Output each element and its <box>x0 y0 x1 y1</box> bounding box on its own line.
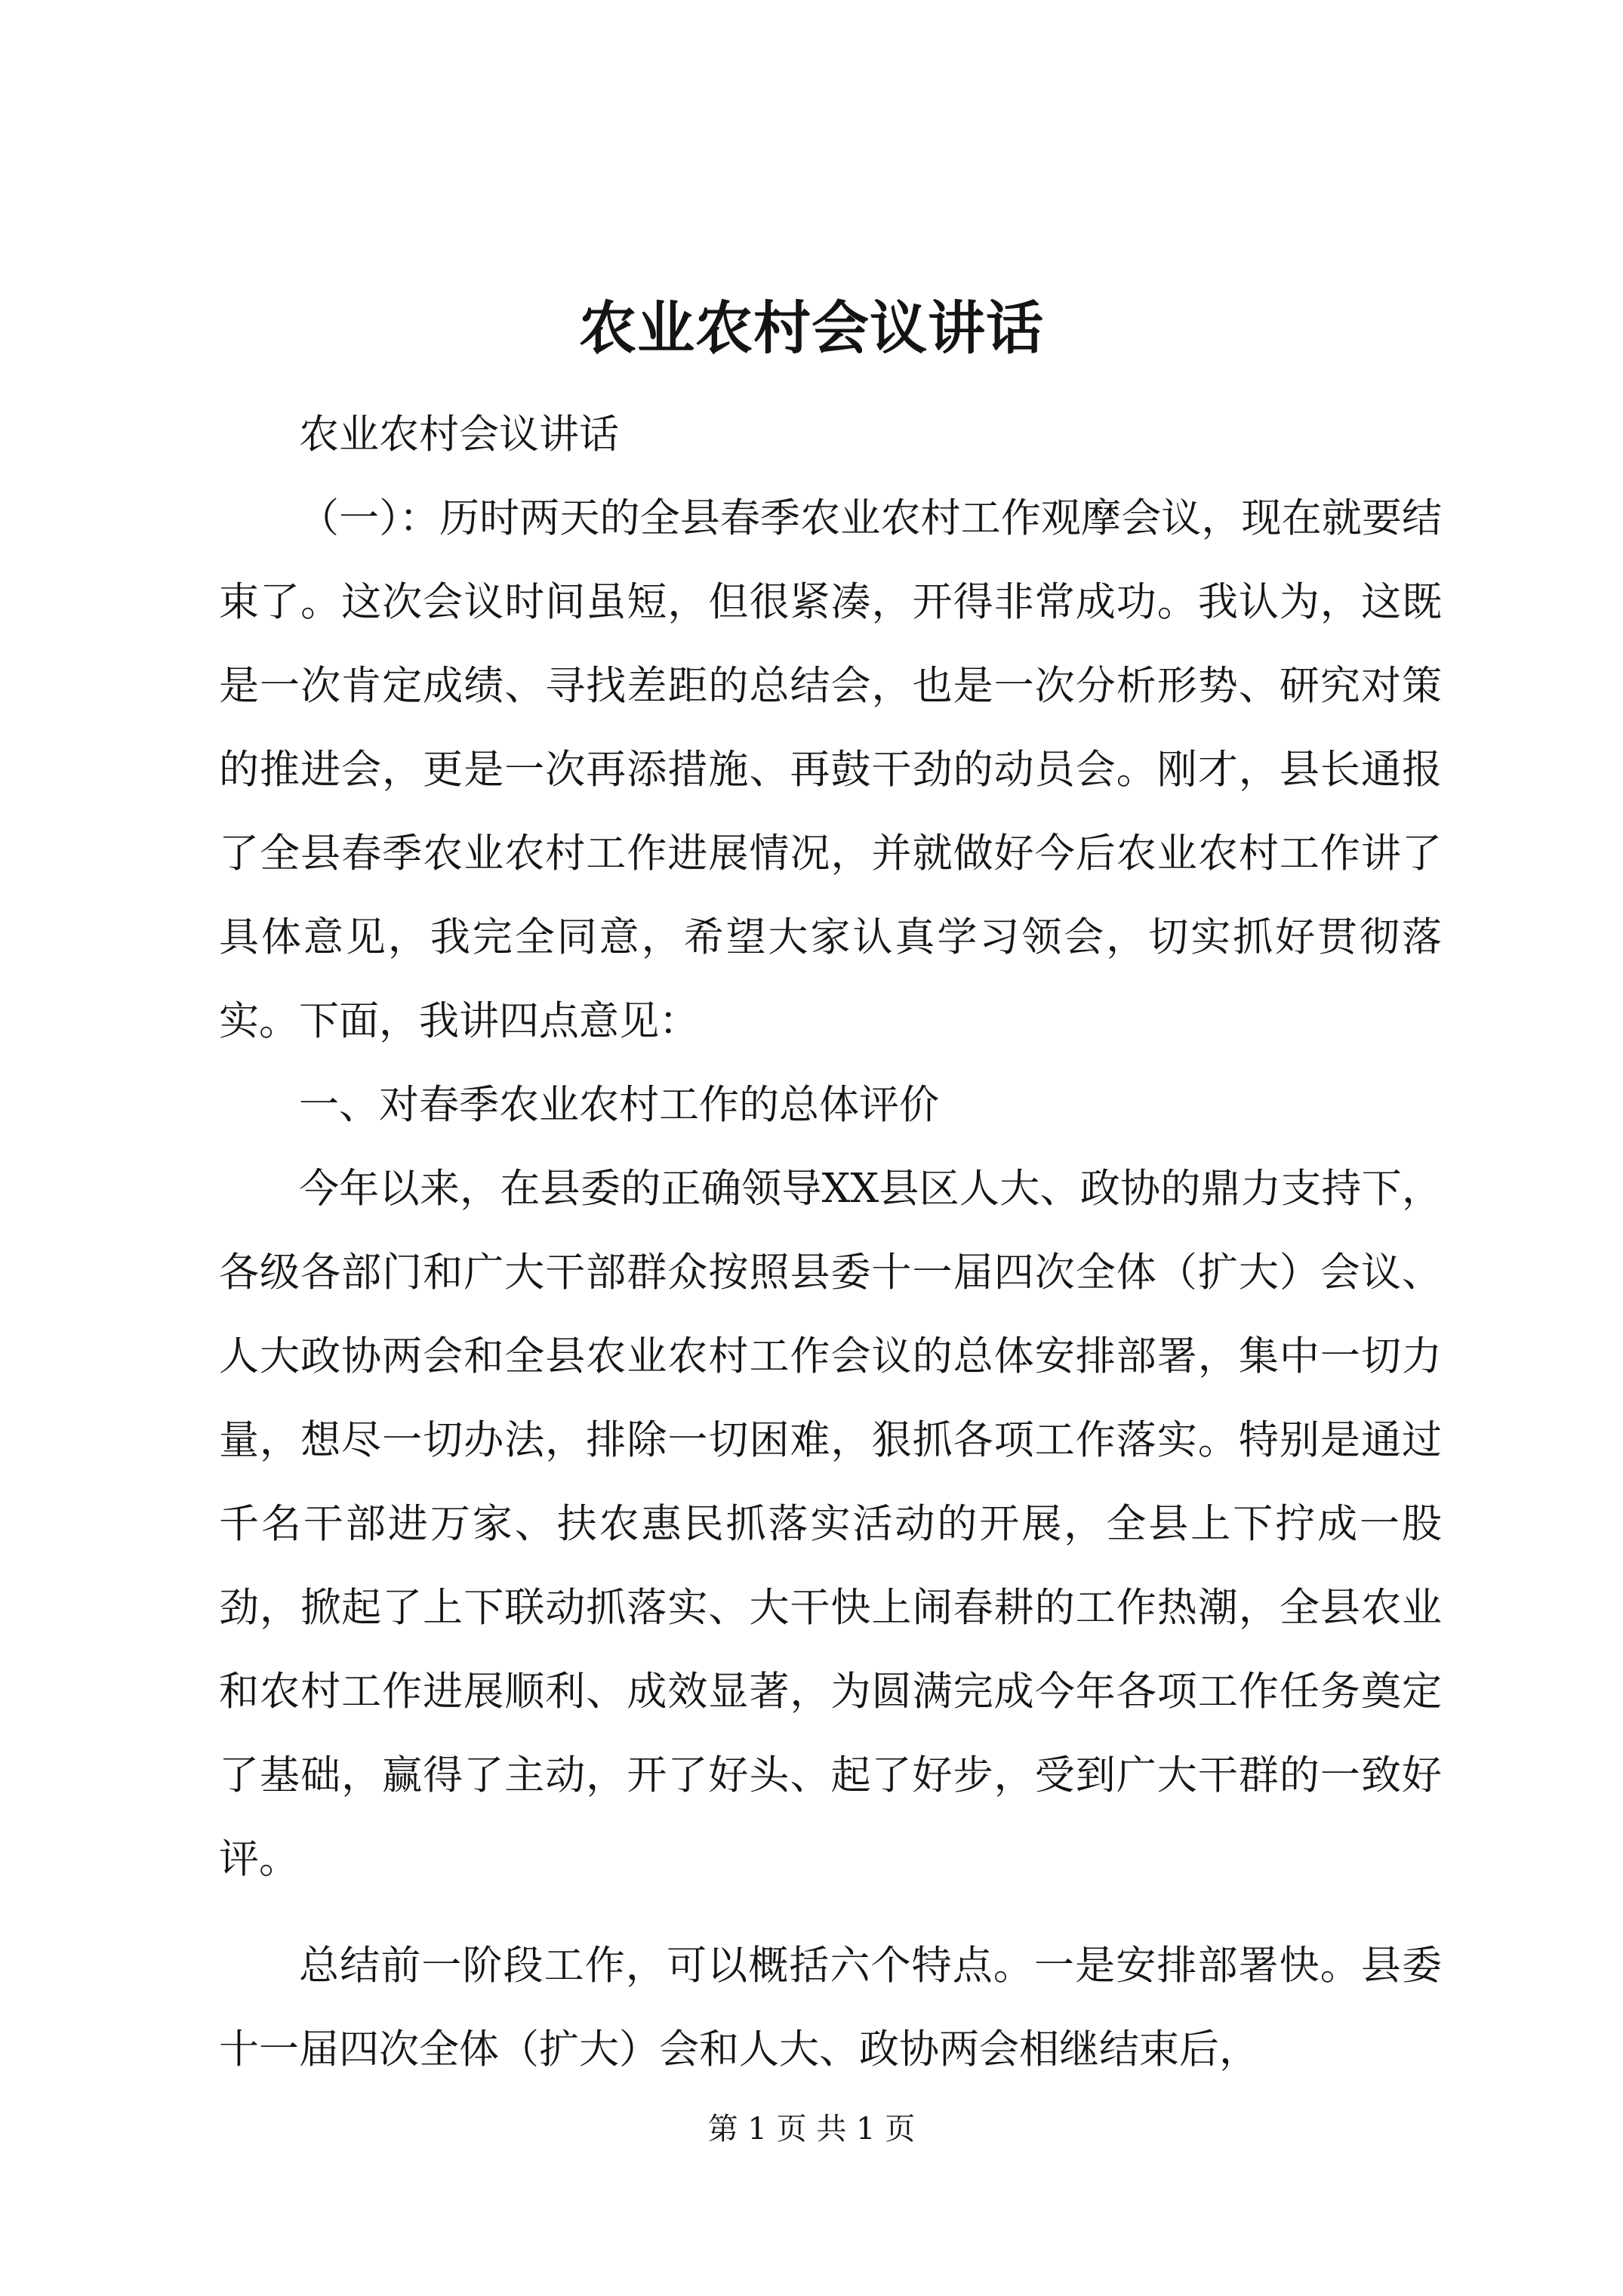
paragraph-features: 总结前一阶段工作，可以概括六个特点。一是安排部署快。县委十一届四次全体（扩大）会和人大、政协两会相继结束后， <box>219 1943 1442 2073</box>
document-body <box>219 393 1442 2091</box>
document-subtitle: 农业农村会议讲话 <box>299 411 619 458</box>
paragraph-summary: 今年以来，在县委的正确领导XX县区人大、政协的鼎力支持下，各级各部门和广大干部群众按照县委十一届四次全体（扩大）会议、人大政协两会和全县农业农村工作会议的总体安排部署，集中一切力量，想尽一切办法，排除一切困难，狠抓各项工作落实。特别是通过千名干部进万家、扶农惠民抓落实活动的开展，全县上下拧成一股劲，掀起了上下联动抓落实、大干快上闹春耕的工作热潮，全县农业和农村工作进展顺利、成效显著，为圆满完成今年各项工作任务奠定了基础，赢得了主动，开了好头、起了好步，受到广大干群的一致好评。 <box>219 1166 1442 1882</box>
section-heading: 一、对春季农业农村工作的总体评价 <box>299 1082 939 1128</box>
document-title: 农业农村会议讲话 <box>579 294 1044 362</box>
page-number-footer: 第 1 页 共 1 页 <box>707 2112 916 2147</box>
paragraph-intro: （一）：历时两天的全县春季农业农村工作观摩会议，现在就要结束了。这次会议时间虽短，但很紧凑，开得非常成功。我认为，这既是一次肯定成绩、寻找差距的总结会，也是一次分析形势、研究对策的推进会，更是一次再添措施、再鼓干劲的动员会。刚才，县长通报了全县春季农业农村工作进展情况，并就做好今后农业农村工作讲了具体意见，我完全同意，希望大家认真学习领会，切实抓好贯彻落实。下面，我讲四点意见： <box>219 495 1442 1044</box>
